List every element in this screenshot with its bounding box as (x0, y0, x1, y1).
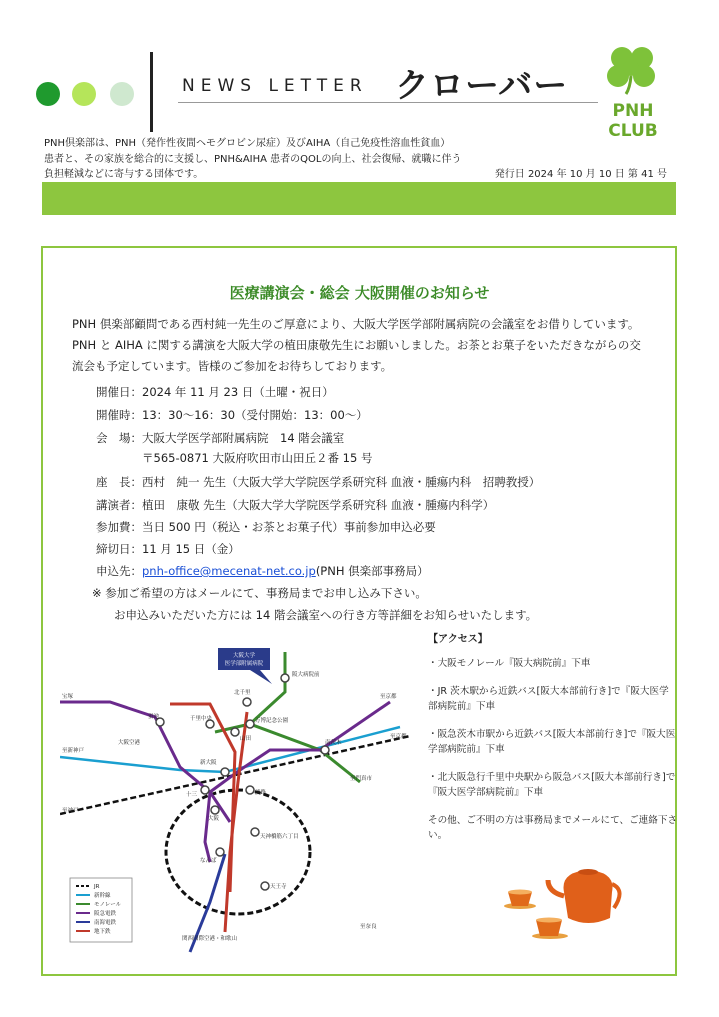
detail-venue: 会 場：大阪大学医学部附属病院 14 階会議室 (96, 431, 345, 445)
detail-address: 〒565-0871 大阪府吹田市山田丘２番 15 号 (142, 451, 373, 465)
newsletter-label: NEWS LETTER (182, 76, 368, 96)
apply-email-link[interactable]: pnh-office@mecenat-net.co.jp (142, 564, 316, 578)
map-station-hotarugaike: 蛍池 (148, 714, 160, 720)
access-title: 【アクセス】 (428, 634, 488, 645)
map-station-yamada: 山田 (240, 736, 252, 742)
map-station-kansai: 関西国際空港・和歌山 (182, 936, 238, 942)
map-dest-kyoto: 至京都 (380, 694, 397, 700)
map-dest-takarazuka: 宝塚 (62, 694, 74, 700)
map-dest-kyoto2: 至京都 (390, 734, 407, 740)
access-jr-ibaraki: ・JR 茨木駅から近鉄バス[阪大本部前行き]で『阪大医学部病院前』下車 (428, 686, 669, 712)
header-divider-vertical (150, 52, 153, 132)
map-station-airport: 大阪空港 (118, 740, 141, 746)
legend-subway: 地下鉄 (94, 929, 111, 935)
note-details: お申込みいただいた方には 14 階会議室への行き方等詳細をお知らせいたします。 (114, 608, 538, 622)
legend-monorail: モノレール (94, 902, 122, 908)
green-dot-dark (36, 82, 60, 106)
header-green-bar (42, 182, 676, 215)
detail-chair: 座 長：西村 純一 先生（大阪大学大学院医学系研究科 血液・腫瘍内科 招聘教授） (96, 475, 541, 489)
article-headline: 医療講演会・総会 大阪開催のお知らせ (229, 284, 490, 302)
map-station-tennoji: 天王寺 (270, 884, 287, 890)
map-callout-line1: 大阪大学 (232, 653, 256, 659)
access-contact: その他、ご不明の方は事務局までメールにて、ご連絡下さい。 (428, 815, 678, 841)
map-station-kitasenri: 北千里 (234, 690, 251, 696)
detail-date: 開催日：2024 年 11 月 23 日（土曜・祝日） (96, 385, 334, 399)
article-intro: PNH 倶楽部顧問である西村純一先生のご厚意により、大阪大学医学部附属病院の会議室をお借りしています。PNH と AIHA に関する講演を大阪大学の植田康敬先生にお願いしました。お茶とお菓子をいただきながらの交流会も予定しています。皆様のご参加をお待ちしております。 (72, 317, 641, 373)
issue-info: 発行日 2024 年 10 月 10 日 第 41 号 (494, 169, 667, 180)
legend-hankyu: 阪急電鉄 (94, 911, 117, 917)
map-station-juso: 十三 (186, 792, 198, 798)
detail-deadline: 締切日：11 月 15 日（金） (96, 542, 240, 556)
clover-icon (596, 40, 670, 144)
legend-nankai: 南海電鉄 (94, 920, 117, 926)
map-dest-moriguchi: 至門真市 (350, 776, 373, 782)
apply-suffix: (PNH 倶楽部事務局） (315, 564, 429, 578)
map-callout-line2: 医学部附属病院 (224, 661, 264, 667)
green-dot-light (72, 82, 96, 106)
map-dest-shinkobe: 至新神戸 (62, 748, 85, 754)
apply-label: 申込先： (96, 564, 142, 578)
access-hankyu-ibaraki: ・阪急茨木市駅から近鉄バス[阪大本部前行き]で『阪大医学部病院前』下車 (428, 729, 676, 755)
detail-speaker: 講演者：植田 康敬 先生（大阪大学大学院医学系研究科 血液・腫瘍内科学） (96, 498, 495, 512)
legend-jr: JR (94, 884, 100, 890)
detail-apply (96, 563, 429, 579)
map-station-osaka: 大阪 (208, 816, 220, 822)
map-dest-kobe: 至神戸 (62, 808, 79, 814)
note-apply: ※ 参加ご希望の方はメールにて、事務局までお申し込み下さい。 (92, 586, 427, 600)
map-station-handai: 阪大病院前 (292, 672, 320, 678)
logo-club: CLUB (608, 121, 658, 141)
access-monorail: ・大阪モノレール『阪大病院前』下車 (428, 658, 591, 669)
green-dot-pale (110, 82, 134, 106)
logo-pnh: PNH (612, 101, 654, 121)
newsletter-title: クローバー (395, 66, 569, 106)
description-line: PNH倶楽部は、PNH（発作性夜間ヘモグロビン尿症）及びAIHA（自己免疫性溶血性貧血） (44, 138, 451, 149)
map-station-tenjin: 天神橋筋六丁目 (260, 834, 299, 840)
organization-description (44, 136, 524, 183)
description-line: 患者と、その家族を総合的に支援し、PNH&AIHA 患者のQOLの向上、社会復帰、就職に伴う (44, 153, 462, 165)
teapot-illustration (498, 862, 628, 946)
detail-fee: 参加費：当日 500 円（税込・お茶とお菓子代）事前参加申込必要 (96, 520, 436, 534)
route-map (60, 632, 420, 958)
legend-shinkansen: 新幹線 (94, 893, 111, 899)
map-station-senrichuo: 千里中央 (190, 716, 213, 722)
map-dest-nara: 至奈良 (360, 924, 377, 930)
map-station-namba: なんば (200, 858, 217, 864)
detail-time: 開催時：13：30〜16：30（受付開始：13：00〜） (96, 408, 368, 422)
map-station-ibaraki: 南茨木 (325, 740, 342, 746)
map-station-awaji: 淡路 (255, 790, 267, 796)
map-station-shinosaka: 新大阪 (200, 760, 217, 766)
map-station-banpaku: 万博記念公園 (255, 718, 289, 724)
teapot-icon (498, 862, 628, 946)
description-line: 負担軽減などに寄与する団体です。 (44, 169, 204, 180)
access-senrichuo: ・北大阪急行千里中央駅から阪急バス[阪大本部前行き]で『阪大医学部病院前』下車 (428, 772, 676, 798)
pnh-club-logo (596, 40, 670, 144)
